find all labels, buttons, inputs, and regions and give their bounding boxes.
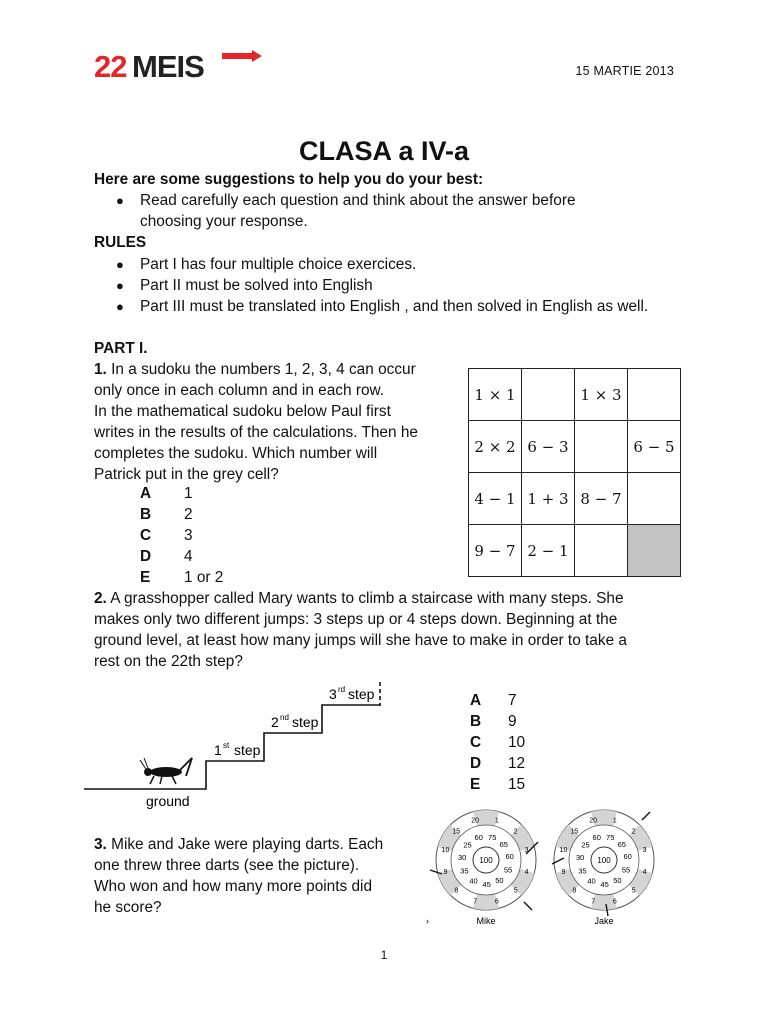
bullet-icon: ● [116,299,124,314]
page-title: CLASA a IV-a [298,136,470,166]
board-outer-number: 5 [513,887,518,895]
board-outer-number: 4 [524,868,529,876]
board-outer-number: 2 [513,828,518,836]
board-name-jake: Jake [594,916,614,926]
sudoku-cell: 8 − 7 [575,473,628,525]
board-middle-number: 25 [581,840,590,850]
board-outer-number: 6 [494,898,499,906]
sudoku-grid [468,368,681,577]
board-outer-number: 9 [443,868,448,876]
board-middle-number: 60 [592,833,601,843]
option-row: A 7 [470,692,517,709]
sudoku-cell [575,421,628,473]
dartboards-figure [424,808,674,930]
bullet-icon: ● [116,278,124,293]
board-middle-number: 60 [623,852,632,862]
svg-text:nd: nd [280,713,289,722]
dart-icon [524,902,532,910]
board-outer-number: 10 [441,847,450,855]
sudoku-cell [628,369,681,421]
q3-text: 3. Mike and Jake were playing darts. Each one threw three darts (see the picture). Who won and how many more points did he score? [94,836,384,916]
sudoku-cell: 1 × 1 [469,369,522,421]
svg-text:1: 1 [214,742,222,758]
sudoku-cell: 6 − 3 [522,421,575,473]
suggestion-item: ● Read carefully each question and think about the answer before choosing your response. [116,192,576,230]
board-outer-number: 1 [494,817,499,825]
board-bull-number: 100 [479,856,493,865]
option-row: B 2 [140,506,193,523]
grasshopper-icon [140,758,192,784]
staircase-figure [84,676,394,812]
svg-text:2: 2 [271,714,279,730]
sudoku-cell: 1 × 3 [575,369,628,421]
page-number: 1 [380,948,388,962]
sudoku-cell: 2 × 2 [469,421,522,473]
svg-text:step: step [348,686,375,702]
bullet-icon: ● [116,193,124,208]
option-row: D 4 [140,548,193,565]
board-outer-number: 4 [642,868,647,876]
sudoku-cell: 1 + 3 [522,473,575,525]
option-row: D 12 [470,755,526,772]
svg-text:st: st [223,741,230,750]
svg-text:rd: rd [338,685,346,694]
q2-text: 2. A grasshopper called Mary wants to climb a staircase with many steps. She makes only two different jumps: 3 steps up or 4 steps down. Beginning at the ground level, at least how many jumps will she have to make in order to take a rest on the 22th step? [94,590,627,670]
board-middle-number: 65 [617,839,626,849]
q2-number: 2. [94,590,107,607]
q3-number: 3. [94,836,107,853]
suggestions-heading: Here are some suggestions to help you do your best: [94,171,484,188]
board-middle-number: 45 [482,879,491,889]
board-outer-number: 3 [524,847,529,855]
board-outer-number: 5 [631,887,636,895]
board-outer-number: 15 [570,828,579,836]
board-middle-number: 35 [578,866,587,876]
sudoku-cell [575,525,628,577]
option-row: C 3 [140,527,193,544]
option-row: E 1 or 2 [140,569,224,586]
option-row: C 10 [470,734,526,751]
q1-text: 1. In a sudoku the numbers 1, 2, 3, 4 can occur only once in each column and in each row. In the mathematical sudoku below Paul first writes in the results of the calculations. Then he completes the sudoku. Which number will Patrick put in the grey cell? [94,361,418,483]
q1-number: 1. [94,361,107,378]
step2-label [271,713,319,730]
ground-label: ground [146,793,190,809]
board-outer-number: 1 [612,817,617,825]
svg-text:3: 3 [329,686,337,702]
step3-label [329,685,375,702]
board-middle-number: 30 [457,853,467,863]
rules-heading: RULES [94,234,147,251]
board-outer-number: 7 [473,898,478,906]
board-middle-number: 75 [606,832,615,842]
sudoku-cell [628,473,681,525]
rule-item: ● Part III must be translated into English , and then solved in English as well. [116,298,649,315]
svg-text:step: step [292,714,319,730]
board-middle-number: 75 [488,832,497,842]
header-date: 15 MARTIE 2013 [575,64,674,78]
board-middle-number: 45 [600,879,609,889]
svg-text:MEIS: MEIS [132,50,204,80]
board-outer-number: 20 [589,817,598,825]
board-middle-number: 55 [503,865,513,875]
board-outer-number: 7 [591,898,596,906]
board-outer-number: 15 [452,828,461,836]
sudoku-cell: 9 − 7 [469,525,522,577]
board-middle-number: 50 [613,875,622,885]
board-middle-number: 25 [463,840,472,850]
board-outer-number: 3 [642,847,647,855]
board-middle-number: 65 [499,839,508,849]
board-middle-number: 30 [575,853,585,863]
board-middle-number: 60 [505,852,514,862]
board-middle-number: 60 [474,833,483,843]
board-name-mike: Mike [476,916,496,926]
option-row: A 1 [140,485,193,502]
dartboard-jake [552,810,654,916]
board-outer-number: 6 [612,898,617,906]
sudoku-cell: 6 − 5 [628,421,681,473]
rule-item: ● Part II must be solved into English [116,277,373,294]
board-outer-number: 2 [631,828,636,836]
board-outer-number: 10 [559,847,568,855]
board-outer-number: 8 [454,887,459,895]
sudoku-cell [522,369,575,421]
svg-text:step: step [234,742,261,758]
dart-icon [642,812,650,820]
small-mark: › [426,916,429,926]
svg-text:22: 22 [94,50,127,80]
sudoku-cell: 2 − 1 [522,525,575,577]
option-row: B 9 [470,713,517,730]
board-outer-number: 20 [471,817,480,825]
board-outer-number: 9 [561,868,566,876]
dartboard-mike [430,810,538,910]
board-middle-number: 50 [495,875,504,885]
22meis-logo [94,50,264,80]
sudoku-grey-cell [628,525,681,577]
board-outer-number: 8 [572,887,577,895]
q2-options [470,692,570,797]
q1-options [140,485,260,590]
board-middle-number: 55 [621,865,631,875]
part1-heading: PART I. [94,340,148,357]
rule-item: ● Part I has four multiple choice exercices. [116,256,417,273]
step1-label [214,741,261,758]
board-bull-number: 100 [597,856,611,865]
bullet-icon: ● [116,257,124,272]
option-row: E 15 [470,776,526,793]
sudoku-cell: 4 − 1 [469,473,522,525]
board-middle-number: 40 [469,876,478,886]
board-middle-number: 35 [460,866,469,876]
board-middle-number: 40 [587,876,596,886]
